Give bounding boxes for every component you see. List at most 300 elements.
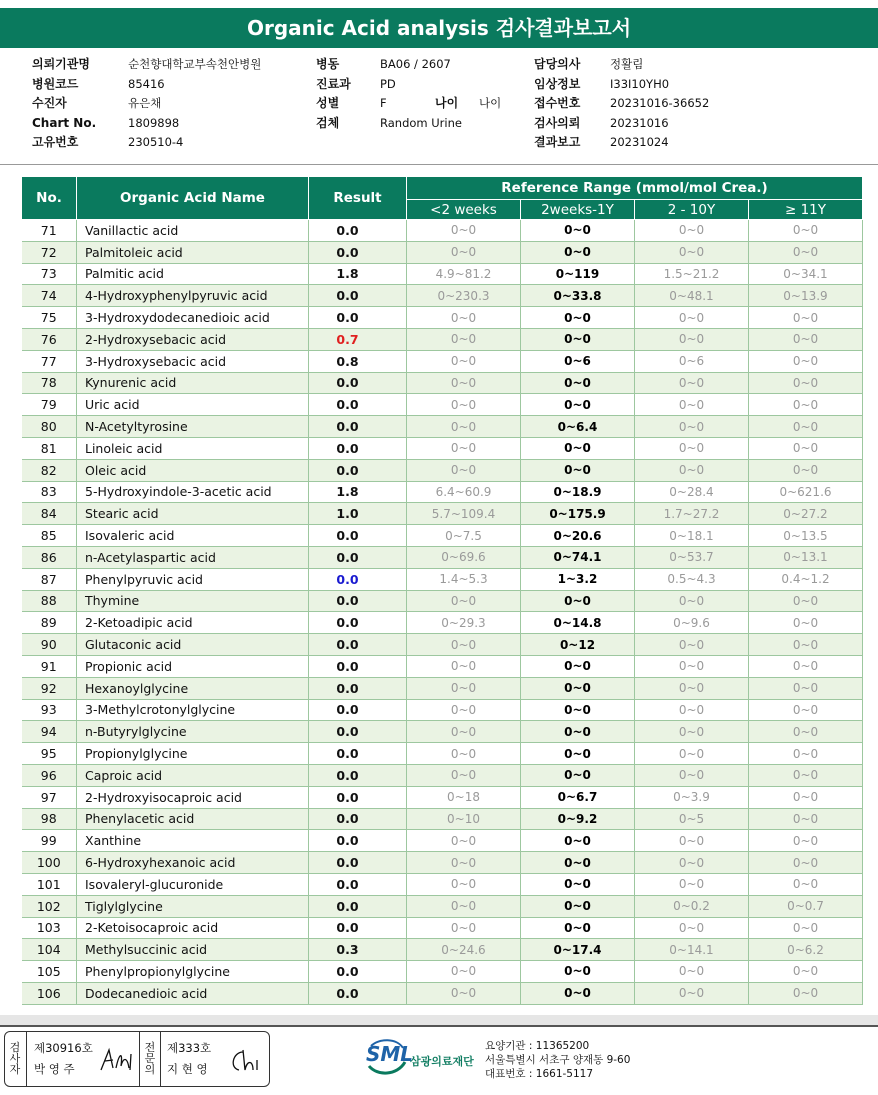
table-row <box>22 503 863 525</box>
range-11y-plus: 0~0 <box>749 917 863 939</box>
range-under-2-weeks: 0~18 <box>407 786 521 808</box>
table-row <box>22 677 863 699</box>
range-11y-plus: 0~13.5 <box>749 525 863 547</box>
signer1-name: 박 영 주 <box>34 1062 75 1076</box>
result-value: 0.3 <box>309 939 407 961</box>
table-row <box>22 546 863 568</box>
table-row <box>22 285 863 307</box>
info-row <box>534 114 709 134</box>
info-row <box>534 133 709 153</box>
row-number: 92 <box>22 677 77 699</box>
info-value: 정활림 <box>610 57 644 71</box>
result-value: 0.0 <box>309 808 407 830</box>
range-2weeks-1y: 0~0 <box>521 895 635 917</box>
info-value: 순천향대학교부속천안병원 <box>128 57 262 71</box>
row-number: 104 <box>22 939 77 961</box>
range-under-2-weeks: 4.9~81.2 <box>407 263 521 285</box>
table-row <box>22 437 863 459</box>
row-number: 90 <box>22 634 77 656</box>
range-2-10y: 0~0 <box>635 241 749 263</box>
range-2-10y: 0~0 <box>635 328 749 350</box>
range-11y-plus: 0~0 <box>749 328 863 350</box>
table-row <box>22 590 863 612</box>
range-2-10y: 0~0 <box>635 917 749 939</box>
acid-name: Methylsuccinic acid <box>77 939 309 961</box>
table-row <box>22 634 863 656</box>
result-value: 0.0 <box>309 830 407 852</box>
result-value: 0.0 <box>309 677 407 699</box>
row-number: 98 <box>22 808 77 830</box>
table-row <box>22 220 863 242</box>
info-value: F <box>380 96 387 110</box>
info-row <box>32 133 261 153</box>
table-row <box>22 721 863 743</box>
range-2weeks-1y: 0~0 <box>521 764 635 786</box>
range-2-10y: 0.5~4.3 <box>635 568 749 590</box>
sml-logo-text: SML <box>366 1042 414 1066</box>
range-2-10y: 0~0 <box>635 721 749 743</box>
range-11y-plus: 0~0 <box>749 612 863 634</box>
result-value: 0.0 <box>309 634 407 656</box>
range-2-10y: 1.5~21.2 <box>635 263 749 285</box>
info-column-3 <box>534 55 709 153</box>
range-11y-plus: 0~0 <box>749 241 863 263</box>
acid-name: Hexanoylglycine <box>77 677 309 699</box>
info-column-1 <box>32 55 261 153</box>
acid-name: Thymine <box>77 590 309 612</box>
acid-name: Phenylpyruvic acid <box>77 568 309 590</box>
range-2weeks-1y: 0~0 <box>521 241 635 263</box>
range-2-10y: 0~0 <box>635 416 749 438</box>
acid-name: Oleic acid <box>77 459 309 481</box>
header-name: Organic Acid Name <box>77 177 309 220</box>
result-value: 0.8 <box>309 350 407 372</box>
info-value: 85416 <box>128 76 165 91</box>
row-number: 79 <box>22 394 77 416</box>
result-value: 0.0 <box>309 699 407 721</box>
table-row <box>22 655 863 677</box>
table-row <box>22 830 863 852</box>
result-value: 0.0 <box>309 459 407 481</box>
range-2-10y: 0~14.1 <box>635 939 749 961</box>
range-under-2-weeks: 0~0 <box>407 372 521 394</box>
range-under-2-weeks: 0~0 <box>407 328 521 350</box>
acid-name: Xanthine <box>77 830 309 852</box>
range-2weeks-1y: 0~74.1 <box>521 546 635 568</box>
table-row <box>22 743 863 765</box>
info-value: 20231016 <box>610 115 669 130</box>
acid-name: Kynurenic acid <box>77 372 309 394</box>
row-number: 85 <box>22 525 77 547</box>
row-number: 95 <box>22 743 77 765</box>
range-11y-plus: 0~13.1 <box>749 546 863 568</box>
range-2weeks-1y: 0~6.4 <box>521 416 635 438</box>
result-value: 0.0 <box>309 568 407 590</box>
result-value: 0.0 <box>309 895 407 917</box>
range-2weeks-1y: 0~0 <box>521 372 635 394</box>
header-range-11y-plus: ≥ 11Y <box>749 200 863 220</box>
acid-name: Linoleic acid <box>77 437 309 459</box>
header-range-2weeks-1y: 2weeks-1Y <box>521 200 635 220</box>
range-11y-plus: 0~0 <box>749 307 863 329</box>
range-2weeks-1y: 0~14.8 <box>521 612 635 634</box>
info-row <box>32 114 261 134</box>
info-label: 임상정보 <box>534 76 581 91</box>
signature-divider <box>139 1032 140 1086</box>
range-11y-plus: 0~0 <box>749 786 863 808</box>
result-value: 0.0 <box>309 764 407 786</box>
row-number: 71 <box>22 220 77 242</box>
acid-name: Palmitic acid <box>77 263 309 285</box>
result-value: 0.0 <box>309 220 407 242</box>
row-number: 102 <box>22 895 77 917</box>
info-value: 유은채 <box>128 96 162 110</box>
table-row <box>22 416 863 438</box>
signer2-role-char: 문 <box>144 1052 156 1065</box>
row-number: 91 <box>22 655 77 677</box>
range-under-2-weeks: 0~0 <box>407 982 521 1004</box>
range-2-10y: 0~53.7 <box>635 546 749 568</box>
range-11y-plus: 0~0 <box>749 852 863 874</box>
header-divider <box>0 164 878 165</box>
range-2weeks-1y: 0~0 <box>521 917 635 939</box>
range-11y-plus: 0~34.1 <box>749 263 863 285</box>
acid-name: 2-Hydroxysebacic acid <box>77 328 309 350</box>
range-2-10y: 0~0 <box>635 590 749 612</box>
result-value: 0.0 <box>309 525 407 547</box>
range-11y-plus: 0~6.2 <box>749 939 863 961</box>
range-2weeks-1y: 0~9.2 <box>521 808 635 830</box>
range-11y-plus: 0~0 <box>749 721 863 743</box>
info-label: 접수번호 <box>534 96 581 110</box>
info-label: 성별 <box>316 96 340 110</box>
range-2weeks-1y: 0~0 <box>521 982 635 1004</box>
range-under-2-weeks: 0~7.5 <box>407 525 521 547</box>
range-under-2-weeks: 0~0 <box>407 743 521 765</box>
acid-name: Palmitoleic acid <box>77 241 309 263</box>
result-value: 0.0 <box>309 285 407 307</box>
header-range-under-2-weeks: <2 weeks <box>407 200 521 220</box>
range-under-2-weeks: 0~0 <box>407 590 521 612</box>
range-under-2-weeks: 0~0 <box>407 437 521 459</box>
range-2weeks-1y: 0~17.4 <box>521 939 635 961</box>
acid-name: Propionic acid <box>77 655 309 677</box>
table-row <box>22 459 863 481</box>
table-row <box>22 568 863 590</box>
range-2-10y: 0~0 <box>635 743 749 765</box>
row-number: 72 <box>22 241 77 263</box>
range-2-10y: 0~9.6 <box>635 612 749 634</box>
range-11y-plus: 0~0 <box>749 830 863 852</box>
acid-name: Stearic acid <box>77 503 309 525</box>
info-label: Chart No. <box>32 115 97 130</box>
range-under-2-weeks: 0~0 <box>407 655 521 677</box>
range-2weeks-1y: 0~0 <box>521 721 635 743</box>
header-result: Result <box>309 177 407 220</box>
range-2-10y: 0~0 <box>635 372 749 394</box>
range-2weeks-1y: 0~0 <box>521 437 635 459</box>
range-2-10y: 0~0 <box>635 764 749 786</box>
info-label: 진료과 <box>316 76 351 91</box>
result-value: 0.0 <box>309 982 407 1004</box>
table-row <box>22 764 863 786</box>
table-row <box>22 307 863 329</box>
range-under-2-weeks: 0~0 <box>407 917 521 939</box>
table-row <box>22 328 863 350</box>
row-number: 80 <box>22 416 77 438</box>
table-row <box>22 241 863 263</box>
range-under-2-weeks: 0~0 <box>407 895 521 917</box>
range-11y-plus: 0~0 <box>749 394 863 416</box>
header-no: No. <box>22 177 77 220</box>
range-11y-plus: 0~0 <box>749 590 863 612</box>
range-under-2-weeks: 0~230.3 <box>407 285 521 307</box>
range-under-2-weeks: 0~0 <box>407 220 521 242</box>
signer2-signature <box>227 1046 265 1076</box>
info-label: 병동 <box>316 57 340 71</box>
range-2weeks-1y: 0~0 <box>521 590 635 612</box>
table-row <box>22 939 863 961</box>
result-value: 0.0 <box>309 241 407 263</box>
table-row <box>22 982 863 1004</box>
range-under-2-weeks: 0~10 <box>407 808 521 830</box>
signer2-role-char: 의 <box>144 1063 156 1076</box>
range-2-10y: 0~0 <box>635 699 749 721</box>
signer2-license: 제333호 <box>167 1041 212 1055</box>
range-11y-plus: 0.4~1.2 <box>749 568 863 590</box>
row-number: 81 <box>22 437 77 459</box>
range-2weeks-1y: 0~0 <box>521 459 635 481</box>
info-row <box>32 75 261 95</box>
range-11y-plus: 0~0 <box>749 677 863 699</box>
range-11y-plus: 0~0 <box>749 416 863 438</box>
info-row <box>32 94 261 114</box>
result-value: 0.0 <box>309 873 407 895</box>
range-11y-plus: 0~621.6 <box>749 481 863 503</box>
acid-name: 5-Hydroxyindole-3-acetic acid <box>77 481 309 503</box>
range-2weeks-1y: 0~6.7 <box>521 786 635 808</box>
acid-name: Caproic acid <box>77 764 309 786</box>
range-11y-plus: 0~0 <box>749 459 863 481</box>
range-2weeks-1y: 0~0 <box>521 961 635 983</box>
range-2-10y: 0~0 <box>635 220 749 242</box>
row-number: 101 <box>22 873 77 895</box>
footer-divider <box>0 1025 878 1027</box>
info-row <box>534 75 709 95</box>
acid-name: Isovaleric acid <box>77 525 309 547</box>
range-11y-plus: 0~0 <box>749 350 863 372</box>
range-under-2-weeks: 0~0 <box>407 764 521 786</box>
lab-info <box>485 1039 630 1081</box>
range-2-10y: 0~0 <box>635 873 749 895</box>
row-number: 99 <box>22 830 77 852</box>
row-number: 94 <box>22 721 77 743</box>
range-under-2-weeks: 0~0 <box>407 961 521 983</box>
range-11y-plus: 0~0 <box>749 634 863 656</box>
acid-name: 3-Methylcrotonylglycine <box>77 699 309 721</box>
lab-address: 서울특별시 서초구 양재동 9-60 <box>485 1054 631 1066</box>
signature-divider <box>160 1032 161 1086</box>
range-under-2-weeks: 0~0 <box>407 677 521 699</box>
range-2-10y: 0~0 <box>635 459 749 481</box>
acid-name: 3-Hydroxysebacic acid <box>77 350 309 372</box>
range-2-10y: 0~3.9 <box>635 786 749 808</box>
range-2weeks-1y: 0~0 <box>521 220 635 242</box>
result-value: 0.7 <box>309 328 407 350</box>
range-2-10y: 0~0.2 <box>635 895 749 917</box>
signer1-role <box>8 1042 22 1075</box>
table-row <box>22 699 863 721</box>
row-number: 78 <box>22 372 77 394</box>
range-11y-plus: 0~0.7 <box>749 895 863 917</box>
range-2weeks-1y: 0~12 <box>521 634 635 656</box>
info-value: PD <box>380 76 396 91</box>
result-value: 0.0 <box>309 372 407 394</box>
row-number: 87 <box>22 568 77 590</box>
signature-box <box>4 1031 270 1087</box>
info-label: 병원코드 <box>32 76 79 91</box>
acid-name: Propionylglycine <box>77 743 309 765</box>
range-11y-plus: 0~0 <box>749 699 863 721</box>
info-row <box>316 55 501 75</box>
table-row <box>22 612 863 634</box>
info-row <box>316 114 501 134</box>
range-2-10y: 0~0 <box>635 852 749 874</box>
table-row <box>22 481 863 503</box>
range-2weeks-1y: 1~3.2 <box>521 568 635 590</box>
row-number: 82 <box>22 459 77 481</box>
range-2-10y: 0~0 <box>635 655 749 677</box>
range-under-2-weeks: 0~0 <box>407 721 521 743</box>
range-under-2-weeks: 6.4~60.9 <box>407 481 521 503</box>
signature-divider <box>26 1032 27 1086</box>
acid-name: 6-Hydroxyhexanoic acid <box>77 852 309 874</box>
report-title: Organic Acid analysis 검사결과보고서 <box>0 8 878 48</box>
range-2weeks-1y: 0~6 <box>521 350 635 372</box>
info-row <box>316 75 501 95</box>
info-label: 담당의사 <box>534 57 581 71</box>
result-value: 0.0 <box>309 416 407 438</box>
range-under-2-weeks: 0~0 <box>407 350 521 372</box>
acid-name: 2-Hydroxyisocaproic acid <box>77 786 309 808</box>
acid-name: n-Acetylaspartic acid <box>77 546 309 568</box>
range-2weeks-1y: 0~0 <box>521 677 635 699</box>
range-under-2-weeks: 5.7~109.4 <box>407 503 521 525</box>
info-label: 수진자 <box>32 96 67 110</box>
range-11y-plus: 0~27.2 <box>749 503 863 525</box>
acid-name: Vanillactic acid <box>77 220 309 242</box>
info-row <box>534 94 709 114</box>
info-value: 1809898 <box>128 115 180 130</box>
info-label: 나이 <box>435 96 459 110</box>
header-reference-range: Reference Range (mmol/mol Crea.) <box>407 177 863 200</box>
table-row <box>22 350 863 372</box>
info-row <box>32 55 261 75</box>
result-value: 0.0 <box>309 394 407 416</box>
range-11y-plus: 0~0 <box>749 437 863 459</box>
table-row <box>22 873 863 895</box>
info-label: 검체 <box>316 115 340 130</box>
range-2weeks-1y: 0~119 <box>521 263 635 285</box>
range-2-10y: 0~0 <box>635 982 749 1004</box>
info-row <box>316 94 501 114</box>
acid-name: 2-Ketoadipic acid <box>77 612 309 634</box>
result-value: 0.0 <box>309 307 407 329</box>
acid-name: N-Acetyltyrosine <box>77 416 309 438</box>
range-2-10y: 0~0 <box>635 307 749 329</box>
result-value: 0.0 <box>309 917 407 939</box>
results-table <box>21 176 863 1005</box>
org-name: 삼광의료재단 <box>410 1055 474 1068</box>
row-number: 100 <box>22 852 77 874</box>
info-value: Random Urine <box>380 115 462 130</box>
result-value: 0.0 <box>309 786 407 808</box>
acid-name: 2-Ketoisocaproic acid <box>77 917 309 939</box>
acid-name: 3-Hydroxydodecanedioic acid <box>77 307 309 329</box>
acid-name: Phenylacetic acid <box>77 808 309 830</box>
acid-name: n-Butyrylglycine <box>77 721 309 743</box>
table-row <box>22 786 863 808</box>
table-row <box>22 372 863 394</box>
range-2weeks-1y: 0~0 <box>521 743 635 765</box>
info-label: 결과보고 <box>534 135 581 149</box>
range-2-10y: 0~18.1 <box>635 525 749 547</box>
row-number: 89 <box>22 612 77 634</box>
range-2weeks-1y: 0~0 <box>521 307 635 329</box>
row-number: 76 <box>22 328 77 350</box>
range-2weeks-1y: 0~0 <box>521 655 635 677</box>
range-2-10y: 0~5 <box>635 808 749 830</box>
info-label: 의뢰기관명 <box>32 57 90 71</box>
table-row <box>22 808 863 830</box>
table-row <box>22 961 863 983</box>
result-value: 0.0 <box>309 721 407 743</box>
result-value: 0.0 <box>309 852 407 874</box>
result-value: 0.0 <box>309 590 407 612</box>
result-value: 0.0 <box>309 437 407 459</box>
row-number: 74 <box>22 285 77 307</box>
range-2-10y: 0~48.1 <box>635 285 749 307</box>
info-value: BA06 / 2607 <box>380 57 451 71</box>
acid-name: Uric acid <box>77 394 309 416</box>
acid-name: Isovaleryl-glucuronide <box>77 873 309 895</box>
row-number: 96 <box>22 764 77 786</box>
info-value: 230510-4 <box>128 135 184 149</box>
range-2weeks-1y: 0~0 <box>521 830 635 852</box>
range-2-10y: 0~28.4 <box>635 481 749 503</box>
range-2-10y: 0~0 <box>635 830 749 852</box>
range-2weeks-1y: 0~0 <box>521 394 635 416</box>
range-11y-plus: 0~0 <box>749 764 863 786</box>
acid-name: Tiglylglycine <box>77 895 309 917</box>
range-2-10y: 0~6 <box>635 350 749 372</box>
range-under-2-weeks: 0~0 <box>407 307 521 329</box>
range-2-10y: 0~0 <box>635 634 749 656</box>
range-11y-plus: 0~0 <box>749 982 863 1004</box>
lab-code: 요양기관 : 11365200 <box>485 1040 590 1052</box>
range-under-2-weeks: 0~0 <box>407 241 521 263</box>
range-under-2-weeks: 1.4~5.3 <box>407 568 521 590</box>
row-number: 97 <box>22 786 77 808</box>
info-value: 나이 <box>479 96 502 110</box>
table-row <box>22 263 863 285</box>
info-column-2 <box>316 55 501 133</box>
signer1-role-char: 검 <box>9 1041 21 1054</box>
range-2-10y: 0~0 <box>635 437 749 459</box>
range-2weeks-1y: 0~175.9 <box>521 503 635 525</box>
range-under-2-weeks: 0~0 <box>407 459 521 481</box>
range-2weeks-1y: 0~33.8 <box>521 285 635 307</box>
